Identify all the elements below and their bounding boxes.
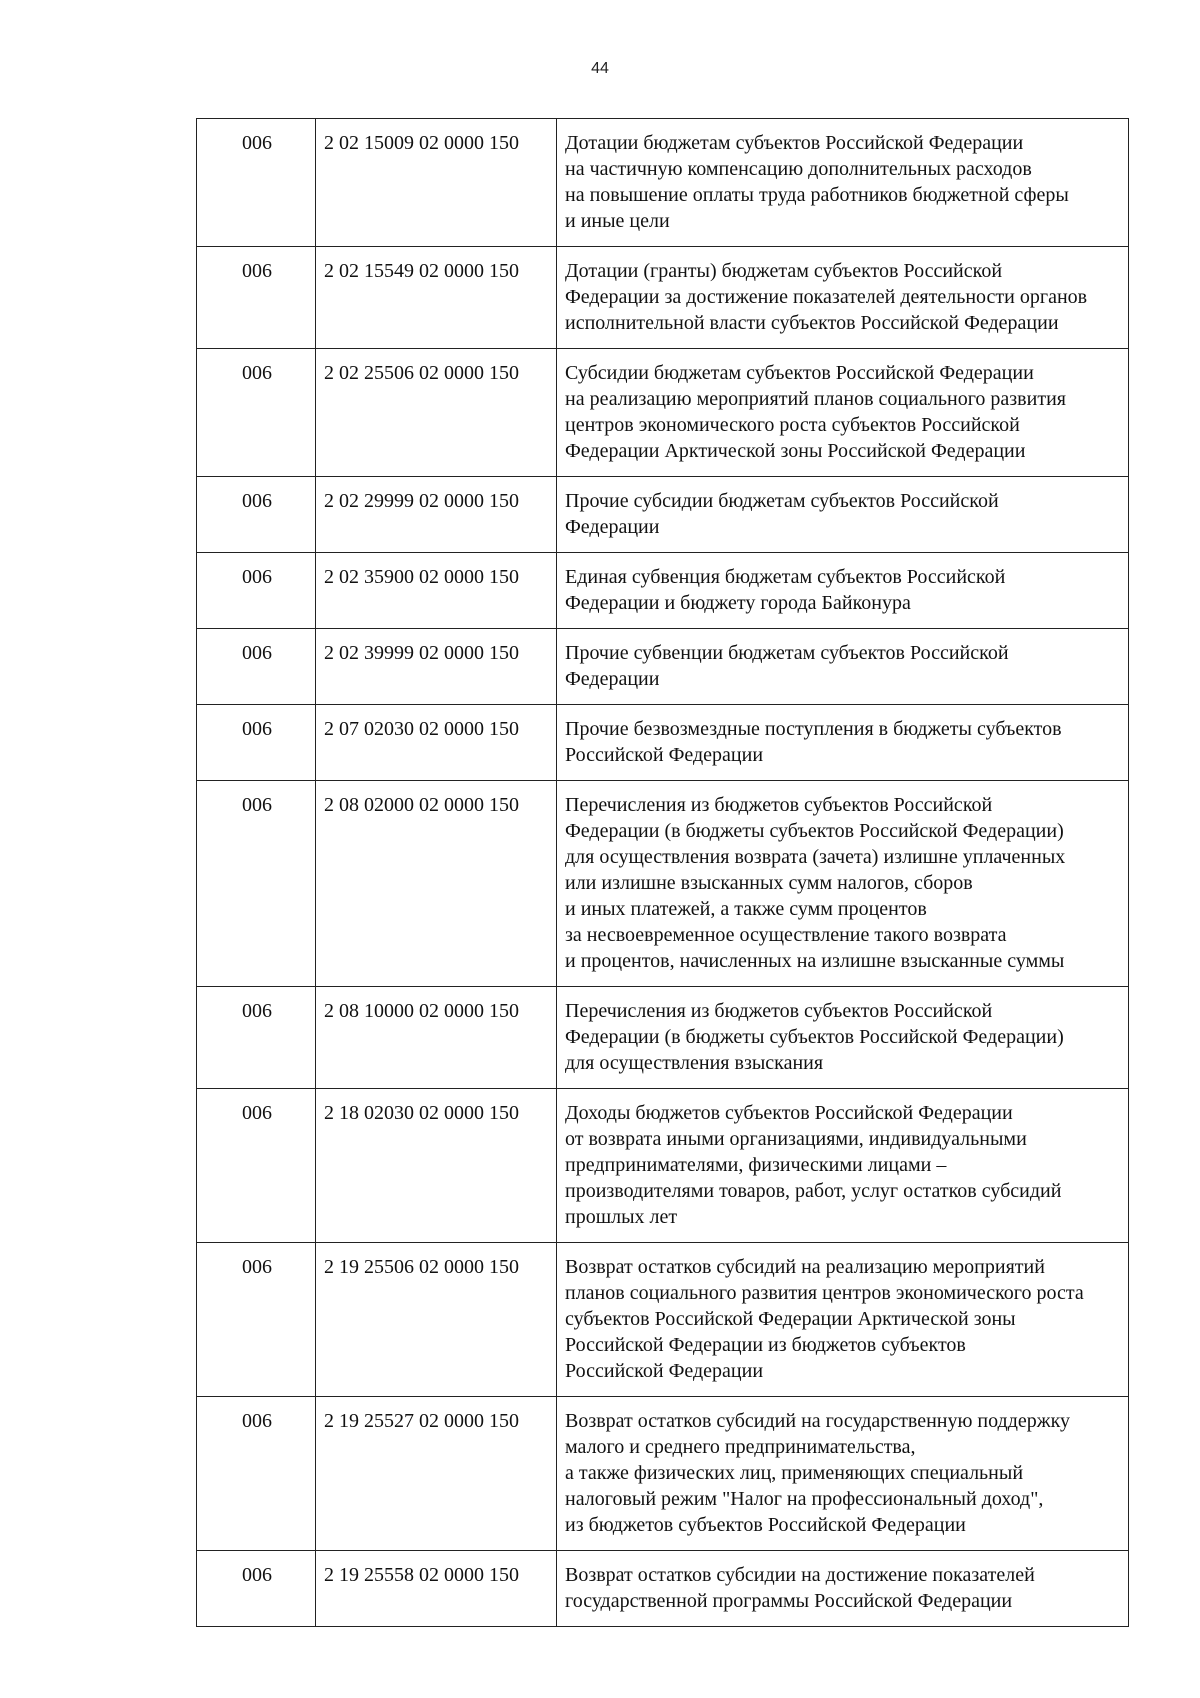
description-line: налоговый режим "Налог на профессиональный доход", xyxy=(565,1488,1044,1510)
description-line: предпринимателями, физическими лицами – xyxy=(565,1154,947,1176)
budget-classification-code-cell: 2 02 25506 02 0000 150 xyxy=(316,349,557,477)
admin-code-cell: 006 xyxy=(197,1243,316,1397)
description-line: Федерации Арктической зоны Российской Федерации xyxy=(565,440,1026,462)
description-line: от возврата иными организациями, индивидуальными xyxy=(565,1128,1027,1150)
description-line: Перечисления из бюджетов субъектов Российской xyxy=(565,1000,993,1022)
table-row xyxy=(197,705,1129,781)
description-line: на реализацию мероприятий планов социального развития xyxy=(565,388,1066,410)
admin-code-cell: 006 xyxy=(197,987,316,1089)
admin-code-cell: 006 xyxy=(197,705,316,781)
budget-classification-code-cell: 2 07 02030 02 0000 150 xyxy=(316,705,557,781)
revenue-description-cell xyxy=(557,477,1129,553)
description-line: центров экономического роста субъектов Российской xyxy=(565,414,1020,436)
admin-code-cell: 006 xyxy=(197,477,316,553)
revenue-description-cell xyxy=(557,987,1129,1089)
table-row xyxy=(197,349,1129,477)
table-row xyxy=(197,1551,1129,1627)
description-line: производителями товаров, работ, услуг остатков субсидий xyxy=(565,1180,1062,1202)
description-line: исполнительной власти субъектов Российской Федерации xyxy=(565,312,1059,334)
description-line: прошлых лет xyxy=(565,1206,678,1228)
table-body xyxy=(197,119,1129,1627)
description-line: Российской Федерации xyxy=(565,744,764,766)
description-line: Федерации и бюджету города Байконура xyxy=(565,592,911,614)
budget-classification-code-cell: 2 02 15009 02 0000 150 xyxy=(316,119,557,247)
budget-classification-code-cell: 2 19 25527 02 0000 150 xyxy=(316,1397,557,1551)
description-line: Федерации (в бюджеты субъектов Российской Федерации) xyxy=(565,1026,1064,1048)
revenue-description-cell xyxy=(557,247,1129,349)
revenue-description-cell xyxy=(557,629,1129,705)
page-number: 44 xyxy=(591,60,609,77)
description-line: для осуществления взыскания xyxy=(565,1052,824,1074)
budget-codes-table xyxy=(196,118,1129,1627)
description-line: государственной программы Российской Федерации xyxy=(565,1590,1013,1612)
budget-classification-code-cell: 2 02 35900 02 0000 150 xyxy=(316,553,557,629)
description-line: на частичную компенсацию дополнительных расходов xyxy=(565,158,1032,180)
description-line: Дотации (гранты) бюджетам субъектов Российской xyxy=(565,260,1003,282)
table-row xyxy=(197,477,1129,553)
revenue-description-cell xyxy=(557,119,1129,247)
budget-classification-code-cell: 2 02 39999 02 0000 150 xyxy=(316,629,557,705)
budget-classification-code-cell: 2 18 02030 02 0000 150 xyxy=(316,1089,557,1243)
budget-classification-code-cell: 2 08 10000 02 0000 150 xyxy=(316,987,557,1089)
description-line: Прочие субсидии бюджетам субъектов Российской xyxy=(565,490,999,512)
revenue-description-cell xyxy=(557,1397,1129,1551)
table-row xyxy=(197,987,1129,1089)
description-line: Федерации (в бюджеты субъектов Российской Федерации) xyxy=(565,820,1064,842)
description-line: планов социального развития центров экономического роста xyxy=(565,1282,1084,1304)
admin-code-cell: 006 xyxy=(197,629,316,705)
description-line: и процентов, начисленных на излишне взысканные суммы xyxy=(565,950,1065,972)
description-line: Прочие безвозмездные поступления в бюджеты субъектов xyxy=(565,718,1062,740)
revenue-description-cell xyxy=(557,1243,1129,1397)
description-line: и иных платежей, а также сумм процентов xyxy=(565,898,927,920)
table-row xyxy=(197,781,1129,987)
description-line: Дотации бюджетам субъектов Российской Федерации xyxy=(565,132,1024,154)
table-row xyxy=(197,629,1129,705)
budget-classification-code-cell: 2 02 29999 02 0000 150 xyxy=(316,477,557,553)
table-row xyxy=(197,1243,1129,1397)
description-line: Перечисления из бюджетов субъектов Российской xyxy=(565,794,993,816)
description-line: субъектов Российской Федерации Арктической зоны xyxy=(565,1308,1016,1330)
revenue-description-cell xyxy=(557,1551,1129,1627)
description-line: на повышение оплаты труда работников бюджетной сферы xyxy=(565,184,1069,206)
admin-code-cell: 006 xyxy=(197,1089,316,1243)
description-line: Федерации xyxy=(565,516,660,538)
admin-code-cell: 006 xyxy=(197,553,316,629)
budget-classification-code-cell: 2 08 02000 02 0000 150 xyxy=(316,781,557,987)
description-line: Возврат остатков субсидий на реализацию мероприятий xyxy=(565,1256,1045,1278)
revenue-description-cell xyxy=(557,1089,1129,1243)
description-line: Российской Федерации из бюджетов субъектов xyxy=(565,1334,966,1356)
admin-code-cell: 006 xyxy=(197,1551,316,1627)
budget-classification-code-cell: 2 19 25558 02 0000 150 xyxy=(316,1551,557,1627)
description-line: а также физических лиц, применяющих специальный xyxy=(565,1462,1024,1484)
revenue-description-cell xyxy=(557,781,1129,987)
table-row xyxy=(197,553,1129,629)
admin-code-cell: 006 xyxy=(197,119,316,247)
description-line: для осуществления возврата (зачета) излишне уплаченных xyxy=(565,846,1066,868)
description-line: Субсидии бюджетам субъектов Российской Федерации xyxy=(565,362,1034,384)
description-line: Доходы бюджетов субъектов Российской Федерации xyxy=(565,1102,1013,1124)
description-line: малого и среднего предпринимательства, xyxy=(565,1436,916,1458)
admin-code-cell: 006 xyxy=(197,247,316,349)
description-line: за несвоевременное осуществление такого возврата xyxy=(565,924,1007,946)
revenue-description-cell xyxy=(557,553,1129,629)
admin-code-cell: 006 xyxy=(197,781,316,987)
description-line: Единая субвенция бюджетам субъектов Российской xyxy=(565,566,1006,588)
description-line: Возврат остатков субсидий на государственную поддержку xyxy=(565,1410,1071,1432)
budget-classification-code-cell: 2 19 25506 02 0000 150 xyxy=(316,1243,557,1397)
table-row xyxy=(197,1089,1129,1243)
description-line: Федерации xyxy=(565,668,660,690)
revenue-description-cell xyxy=(557,349,1129,477)
description-line: Федерации за достижение показателей деятельности органов xyxy=(565,286,1088,308)
admin-code-cell: 006 xyxy=(197,349,316,477)
admin-code-cell: 006 xyxy=(197,1397,316,1551)
description-line: и иные цели xyxy=(565,210,670,232)
description-line: или излишне взысканных сумм налогов, сборов xyxy=(565,872,973,894)
description-line: Прочие субвенции бюджетам субъектов Российской xyxy=(565,642,1009,664)
description-line: Российской Федерации xyxy=(565,1360,764,1382)
table-row xyxy=(197,119,1129,247)
budget-classification-code-cell: 2 02 15549 02 0000 150 xyxy=(316,247,557,349)
table-row xyxy=(197,1397,1129,1551)
table-row xyxy=(197,247,1129,349)
revenue-description-cell xyxy=(557,705,1129,781)
description-line: из бюджетов субъектов Российской Федерации xyxy=(565,1514,966,1536)
description-line: Возврат остатков субсидии на достижение показателей xyxy=(565,1564,1035,1586)
